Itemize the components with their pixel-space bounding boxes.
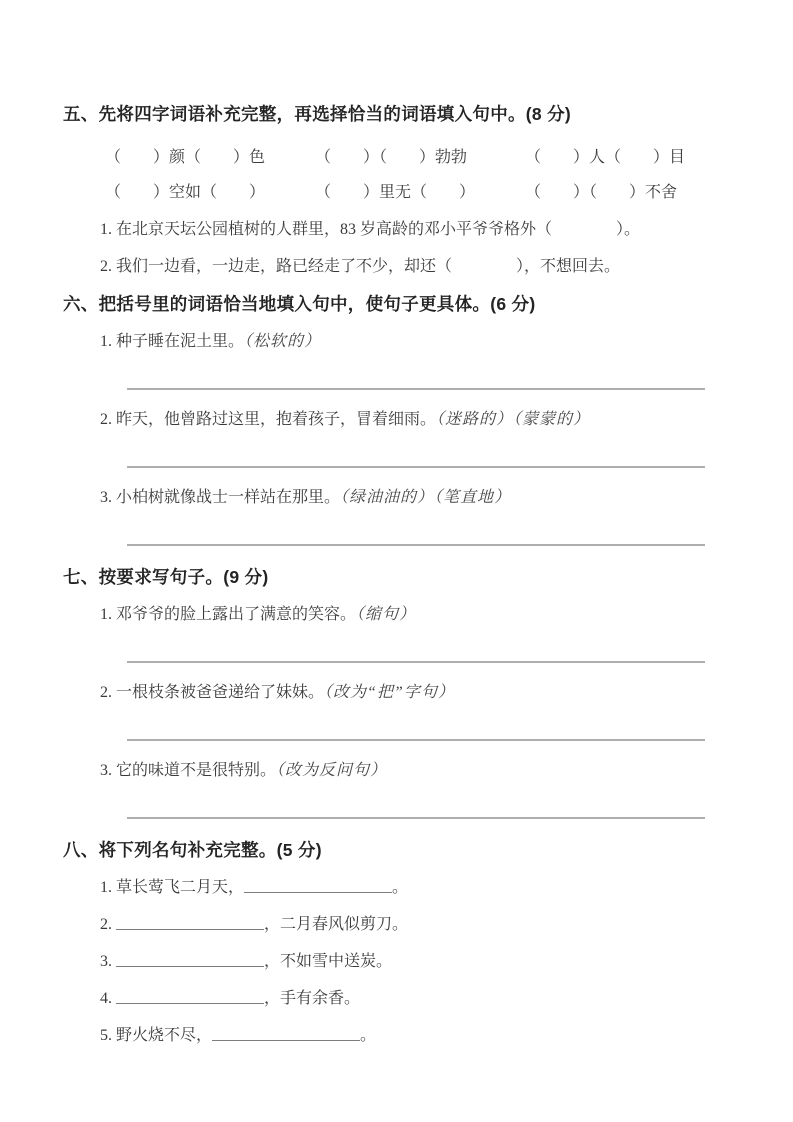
- answer-blank: [244, 878, 392, 893]
- section-5: [63, 103, 763, 277]
- question-hint: （松软的）: [244, 333, 322, 350]
- question-item: [63, 1026, 763, 1046]
- question-item: [63, 915, 763, 935]
- section-5-heading: 五、先将四字词语补充完整，再选择恰当的词语填入句中。(8 分): [63, 104, 572, 124]
- question-prefix: 5. 野火烧不尽，: [100, 1027, 213, 1044]
- question-prefix: 3.: [100, 953, 116, 970]
- answer-line: [127, 544, 705, 546]
- question-suffix: ，不如雪中送炭。: [264, 953, 393, 970]
- question-item: 1. 在北京天坛公园植树的人群里，83 岁高龄的邓小平爷爷格外（ ）。: [100, 221, 641, 238]
- question-text: 3. 小柏树就像战士一样站在那里。: [100, 489, 341, 506]
- idiom-blank: （ ）里无（ ）: [315, 184, 476, 201]
- question-item: [63, 488, 763, 508]
- question-prefix: 1. 草长莺飞二月天，: [100, 879, 245, 896]
- answer-line: [127, 739, 705, 741]
- question-suffix: ，手有余香。: [264, 990, 361, 1007]
- idiom-blanks-row-1: [63, 148, 763, 168]
- answer-line: [127, 388, 705, 390]
- answer-blank: [116, 952, 264, 967]
- idiom-blank: （ ）人（ ）目: [525, 149, 686, 166]
- section-8: [63, 839, 763, 1046]
- answer-line: [127, 661, 705, 663]
- question-item: [63, 878, 763, 898]
- question-item: [63, 332, 763, 352]
- idiom-blank: （ ）颜（ ）色: [105, 149, 266, 166]
- question-item: [63, 605, 763, 625]
- section-6: [63, 293, 763, 546]
- question-text: 3. 它的味道不是很特别。: [100, 762, 277, 779]
- answer-blank: [116, 989, 264, 1004]
- idiom-blanks-row-2: [63, 183, 763, 203]
- idiom-blank: （ ）（ ）不舍: [525, 184, 678, 201]
- question-prefix: 2.: [100, 916, 116, 933]
- question-item: [63, 952, 763, 972]
- question-item: 2. 我们一边看，一边走，路已经走了不少，却还（ ），不想回去。: [100, 258, 621, 275]
- section-8-heading: 八、将下列名句补充完整。(5 分): [63, 840, 322, 860]
- question-suffix: ，二月春风似剪刀。: [264, 916, 409, 933]
- question-text: 1. 种子睡在泥土里。: [100, 333, 245, 350]
- section-7: [63, 566, 763, 819]
- section-6-heading: 六、把括号里的词语恰当地填入句中，使句子更具体。(6 分): [63, 294, 536, 314]
- question-text: 2. 一根枝条被爸爸递给了妹妹。: [100, 684, 325, 701]
- question-hint: （绿油油的）（笔直地）: [340, 489, 512, 506]
- question-prefix: 4.: [100, 990, 116, 1007]
- question-item: [63, 683, 763, 703]
- question-item: [63, 761, 763, 781]
- question-hint: （迷路的）（蒙蒙的）: [436, 411, 591, 428]
- question-hint: （改为“把”字句）: [324, 684, 455, 701]
- question-text: 1. 邓爷爷的脸上露出了满意的笑容。: [100, 606, 357, 623]
- question-item: [63, 410, 763, 430]
- question-suffix: 。: [392, 879, 409, 896]
- answer-blank: [116, 915, 264, 930]
- question-suffix: 。: [360, 1027, 377, 1044]
- section-7-heading: 七、按要求写句子。(9 分): [63, 567, 269, 587]
- answer-blank: [212, 1026, 360, 1041]
- answer-line: [127, 466, 705, 468]
- idiom-blank: （ ）空如（ ）: [105, 184, 266, 201]
- question-item: [63, 989, 763, 1009]
- question-hint: （缩句）: [356, 606, 417, 623]
- answer-line: [127, 817, 705, 819]
- idiom-blank: （ ）（ ）勃勃: [315, 149, 468, 166]
- question-text: 2. 昨天，他曾路过这里，抱着孩子，冒着细雨。: [100, 411, 437, 428]
- question-hint: （改为反问句）: [276, 762, 388, 779]
